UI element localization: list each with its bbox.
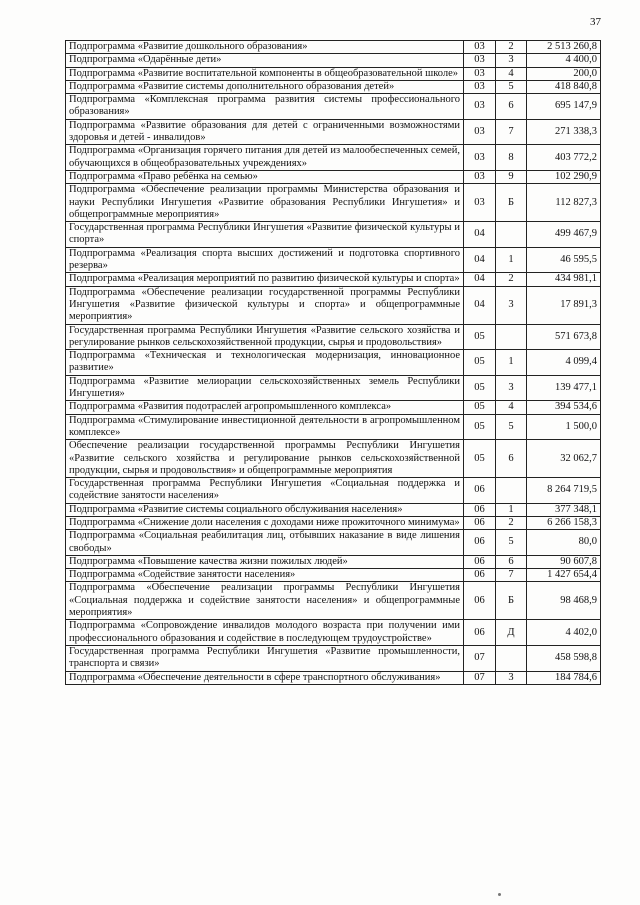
program-name: Подпрограмма «Снижение доли населения с доходами ниже прожиточного минимума» — [66, 516, 464, 529]
amount: 4 402,0 — [527, 620, 601, 646]
table-row — [66, 582, 601, 620]
program-name: Подпрограмма «Право ребёнка на семью» — [66, 170, 464, 183]
subprogram-code: 1 — [496, 350, 527, 376]
amount: 32 062,7 — [527, 440, 601, 478]
program-name: Подпрограмма «Реализация спорта высших достижений и подготовка спортивного резерва» — [66, 247, 464, 273]
amount: 112 827,3 — [527, 184, 601, 222]
subprogram-code: 8 — [496, 145, 527, 171]
subprogram-code: 6 — [496, 440, 527, 478]
table-row — [66, 555, 601, 568]
section-code: 07 — [464, 671, 496, 684]
section-code: 04 — [464, 247, 496, 273]
subprogram-code — [496, 324, 527, 350]
table-row — [66, 222, 601, 248]
amount: 434 981,1 — [527, 273, 601, 286]
table-row — [66, 119, 601, 145]
amount: 1 427 654,4 — [527, 569, 601, 582]
program-name: Подпрограмма «Обеспечение реализации государственной программы Республики Ингушетия «Развитие физической культуры и спорта» и общепрограммные мероприятия» — [66, 286, 464, 324]
section-code: 06 — [464, 569, 496, 582]
table-row — [66, 54, 601, 67]
amount: 139 477,1 — [527, 375, 601, 401]
table-row — [66, 350, 601, 376]
table-row — [66, 620, 601, 646]
program-name: Подпрограмма «Содействие занятости населения» — [66, 569, 464, 582]
section-code: 06 — [464, 478, 496, 504]
section-code: 03 — [464, 41, 496, 54]
subprogram-code: 2 — [496, 273, 527, 286]
program-name: Подпрограмма «Обеспечение реализации программы Республики Ингушетия «Социальная поддержка и содействие занятости населения» и общепрограммные мероприятия» — [66, 582, 464, 620]
amount: 394 534,6 — [527, 401, 601, 414]
section-code: 06 — [464, 530, 496, 556]
subprogram-code: Б — [496, 184, 527, 222]
subprogram-code: 7 — [496, 119, 527, 145]
amount: 571 673,8 — [527, 324, 601, 350]
section-code: 05 — [464, 414, 496, 440]
table-row — [66, 401, 601, 414]
table-row — [66, 41, 601, 54]
subprogram-code — [496, 478, 527, 504]
subprogram-code: 3 — [496, 375, 527, 401]
amount: 90 607,8 — [527, 555, 601, 568]
amount: 695 147,9 — [527, 94, 601, 120]
table-row — [66, 184, 601, 222]
program-name: Подпрограмма «Развитие воспитательной компоненты в общеобразовательной школе» — [66, 67, 464, 80]
section-code: 05 — [464, 324, 496, 350]
section-code: 06 — [464, 555, 496, 568]
table-row — [66, 503, 601, 516]
subprogram-code: 4 — [496, 401, 527, 414]
amount: 80,0 — [527, 530, 601, 556]
program-name: Государственная программа Республики Ингушетия «Развитие физической культуры и спорта» — [66, 222, 464, 248]
subprogram-code: 5 — [496, 530, 527, 556]
page-number: 37 — [590, 16, 601, 28]
section-code: 03 — [464, 184, 496, 222]
section-code: 06 — [464, 582, 496, 620]
program-name: Подпрограмма «Развитие дошкольного образования» — [66, 41, 464, 54]
section-code: 05 — [464, 401, 496, 414]
program-name: Подпрограмма «Развитие образования для детей с ограниченными возможностями здоровья и детей - инвалидов» — [66, 119, 464, 145]
program-name: Государственная программа Республики Ингушетия «Развитие промышленности, транспорта и связи» — [66, 645, 464, 671]
section-code: 06 — [464, 516, 496, 529]
table-row — [66, 530, 601, 556]
subprogram-code — [496, 645, 527, 671]
amount: 418 840,8 — [527, 80, 601, 93]
section-code: 05 — [464, 350, 496, 376]
table-row — [66, 440, 601, 478]
budget-table — [65, 40, 601, 685]
section-code: 03 — [464, 94, 496, 120]
subprogram-code: 9 — [496, 170, 527, 183]
table-row — [66, 247, 601, 273]
table-row — [66, 286, 601, 324]
subprogram-code: 7 — [496, 569, 527, 582]
program-name: Подпрограмма «Стимулирование инвестиционной деятельности в агропромышленном комплексе» — [66, 414, 464, 440]
program-name: Подпрограмма «Комплексная программа развития системы профессионального образования» — [66, 94, 464, 120]
subprogram-code: 2 — [496, 516, 527, 529]
program-name: Подпрограмма «Социальная реабилитация лиц, отбывших наказание в виде лишения свободы» — [66, 530, 464, 556]
table-row — [66, 80, 601, 93]
program-name: Подпрограмма «Одарённые дети» — [66, 54, 464, 67]
table-row — [66, 414, 601, 440]
amount: 499 467,9 — [527, 222, 601, 248]
table-row — [66, 645, 601, 671]
program-name: Подпрограмма «Повышение качества жизни пожилых людей» — [66, 555, 464, 568]
amount: 102 290,9 — [527, 170, 601, 183]
amount: 377 348,1 — [527, 503, 601, 516]
subprogram-code: 5 — [496, 414, 527, 440]
subprogram-code — [496, 222, 527, 248]
table-row — [66, 273, 601, 286]
section-code: 05 — [464, 375, 496, 401]
table-row — [66, 94, 601, 120]
table-row — [66, 478, 601, 504]
section-code: 04 — [464, 286, 496, 324]
program-name: Подпрограмма «Организация горячего питания для детей из малообеспеченных семей, обучающихся в общеобразовательных учреждениях» — [66, 145, 464, 171]
table-row — [66, 67, 601, 80]
amount: 46 595,5 — [527, 247, 601, 273]
subprogram-code: Б — [496, 582, 527, 620]
program-name: Государственная программа Республики Ингушетия «Развитие сельского хозяйства и регулирование рынков сельскохозяйственной продукции, сырья и продовольствия» — [66, 324, 464, 350]
amount: 200,0 — [527, 67, 601, 80]
section-code: 06 — [464, 620, 496, 646]
amount: 6 266 158,3 — [527, 516, 601, 529]
amount: 1 500,0 — [527, 414, 601, 440]
subprogram-code: 6 — [496, 94, 527, 120]
table-row — [66, 324, 601, 350]
subprogram-code: 4 — [496, 67, 527, 80]
program-name: Государственная программа Республики Ингушетия «Социальная поддержка и содействие занятости населения» — [66, 478, 464, 504]
amount: 2 513 260,8 — [527, 41, 601, 54]
program-name: Подпрограмма «Развитие системы дополнительного образования детей» — [66, 80, 464, 93]
amount: 98 468,9 — [527, 582, 601, 620]
amount: 4 099,4 — [527, 350, 601, 376]
section-code: 03 — [464, 170, 496, 183]
subprogram-code: 3 — [496, 286, 527, 324]
table-row — [66, 170, 601, 183]
section-code: 05 — [464, 440, 496, 478]
amount: 271 338,3 — [527, 119, 601, 145]
amount: 8 264 719,5 — [527, 478, 601, 504]
table-row — [66, 375, 601, 401]
budget-table-body — [66, 41, 601, 685]
section-code: 03 — [464, 119, 496, 145]
program-name: Подпрограмма «Обеспечение деятельности в сфере транспортного обслуживания» — [66, 671, 464, 684]
section-code: 04 — [464, 222, 496, 248]
subprogram-code: 2 — [496, 41, 527, 54]
amount: 458 598,8 — [527, 645, 601, 671]
program-name: Подпрограмма «Развитие системы социального обслуживания населения» — [66, 503, 464, 516]
program-name: Подпрограмма «Техническая и технологическая модернизация, инновационное развитие» — [66, 350, 464, 376]
subprogram-code: 1 — [496, 247, 527, 273]
amount: 17 891,3 — [527, 286, 601, 324]
table-row — [66, 145, 601, 171]
program-name: Подпрограмма «Развитие мелиорации сельскохозяйственных земель Республики Ингушетия» — [66, 375, 464, 401]
table-row — [66, 516, 601, 529]
table-row — [66, 569, 601, 582]
subprogram-code: Д — [496, 620, 527, 646]
program-name: Подпрограмма «Обеспечение реализации программы Министерства образования и науки Республики Ингушетия «Развитие образования Республики Ингушетия» и общепрограммные мероприятия» — [66, 184, 464, 222]
program-name: Подпрограмма «Сопровождение инвалидов молодого возраста при получении ими профессионального образования и содействие в последующем трудоустройстве» — [66, 620, 464, 646]
section-code: 04 — [464, 273, 496, 286]
subprogram-code: 5 — [496, 80, 527, 93]
scan-speck — [498, 893, 501, 896]
section-code: 07 — [464, 645, 496, 671]
amount: 184 784,6 — [527, 671, 601, 684]
program-name: Подпрограмма «Реализация мероприятий по развитию физической культуры и спорта» — [66, 273, 464, 286]
section-code: 03 — [464, 67, 496, 80]
program-name: Обеспечение реализации государственной программы Республики Ингушетия «Развитие сельского хозяйства и регулирование рынков сельскохозяйственной продукции, сырья и продовольствия» и общепрограммные мероприятия — [66, 440, 464, 478]
amount: 403 772,2 — [527, 145, 601, 171]
section-code: 03 — [464, 145, 496, 171]
subprogram-code: 3 — [496, 671, 527, 684]
section-code: 03 — [464, 54, 496, 67]
section-code: 06 — [464, 503, 496, 516]
subprogram-code: 3 — [496, 54, 527, 67]
subprogram-code: 6 — [496, 555, 527, 568]
table-row — [66, 671, 601, 684]
section-code: 03 — [464, 80, 496, 93]
program-name: Подпрограмма «Развития подотраслей агропромышленного комплекса» — [66, 401, 464, 414]
subprogram-code: 1 — [496, 503, 527, 516]
amount: 4 400,0 — [527, 54, 601, 67]
